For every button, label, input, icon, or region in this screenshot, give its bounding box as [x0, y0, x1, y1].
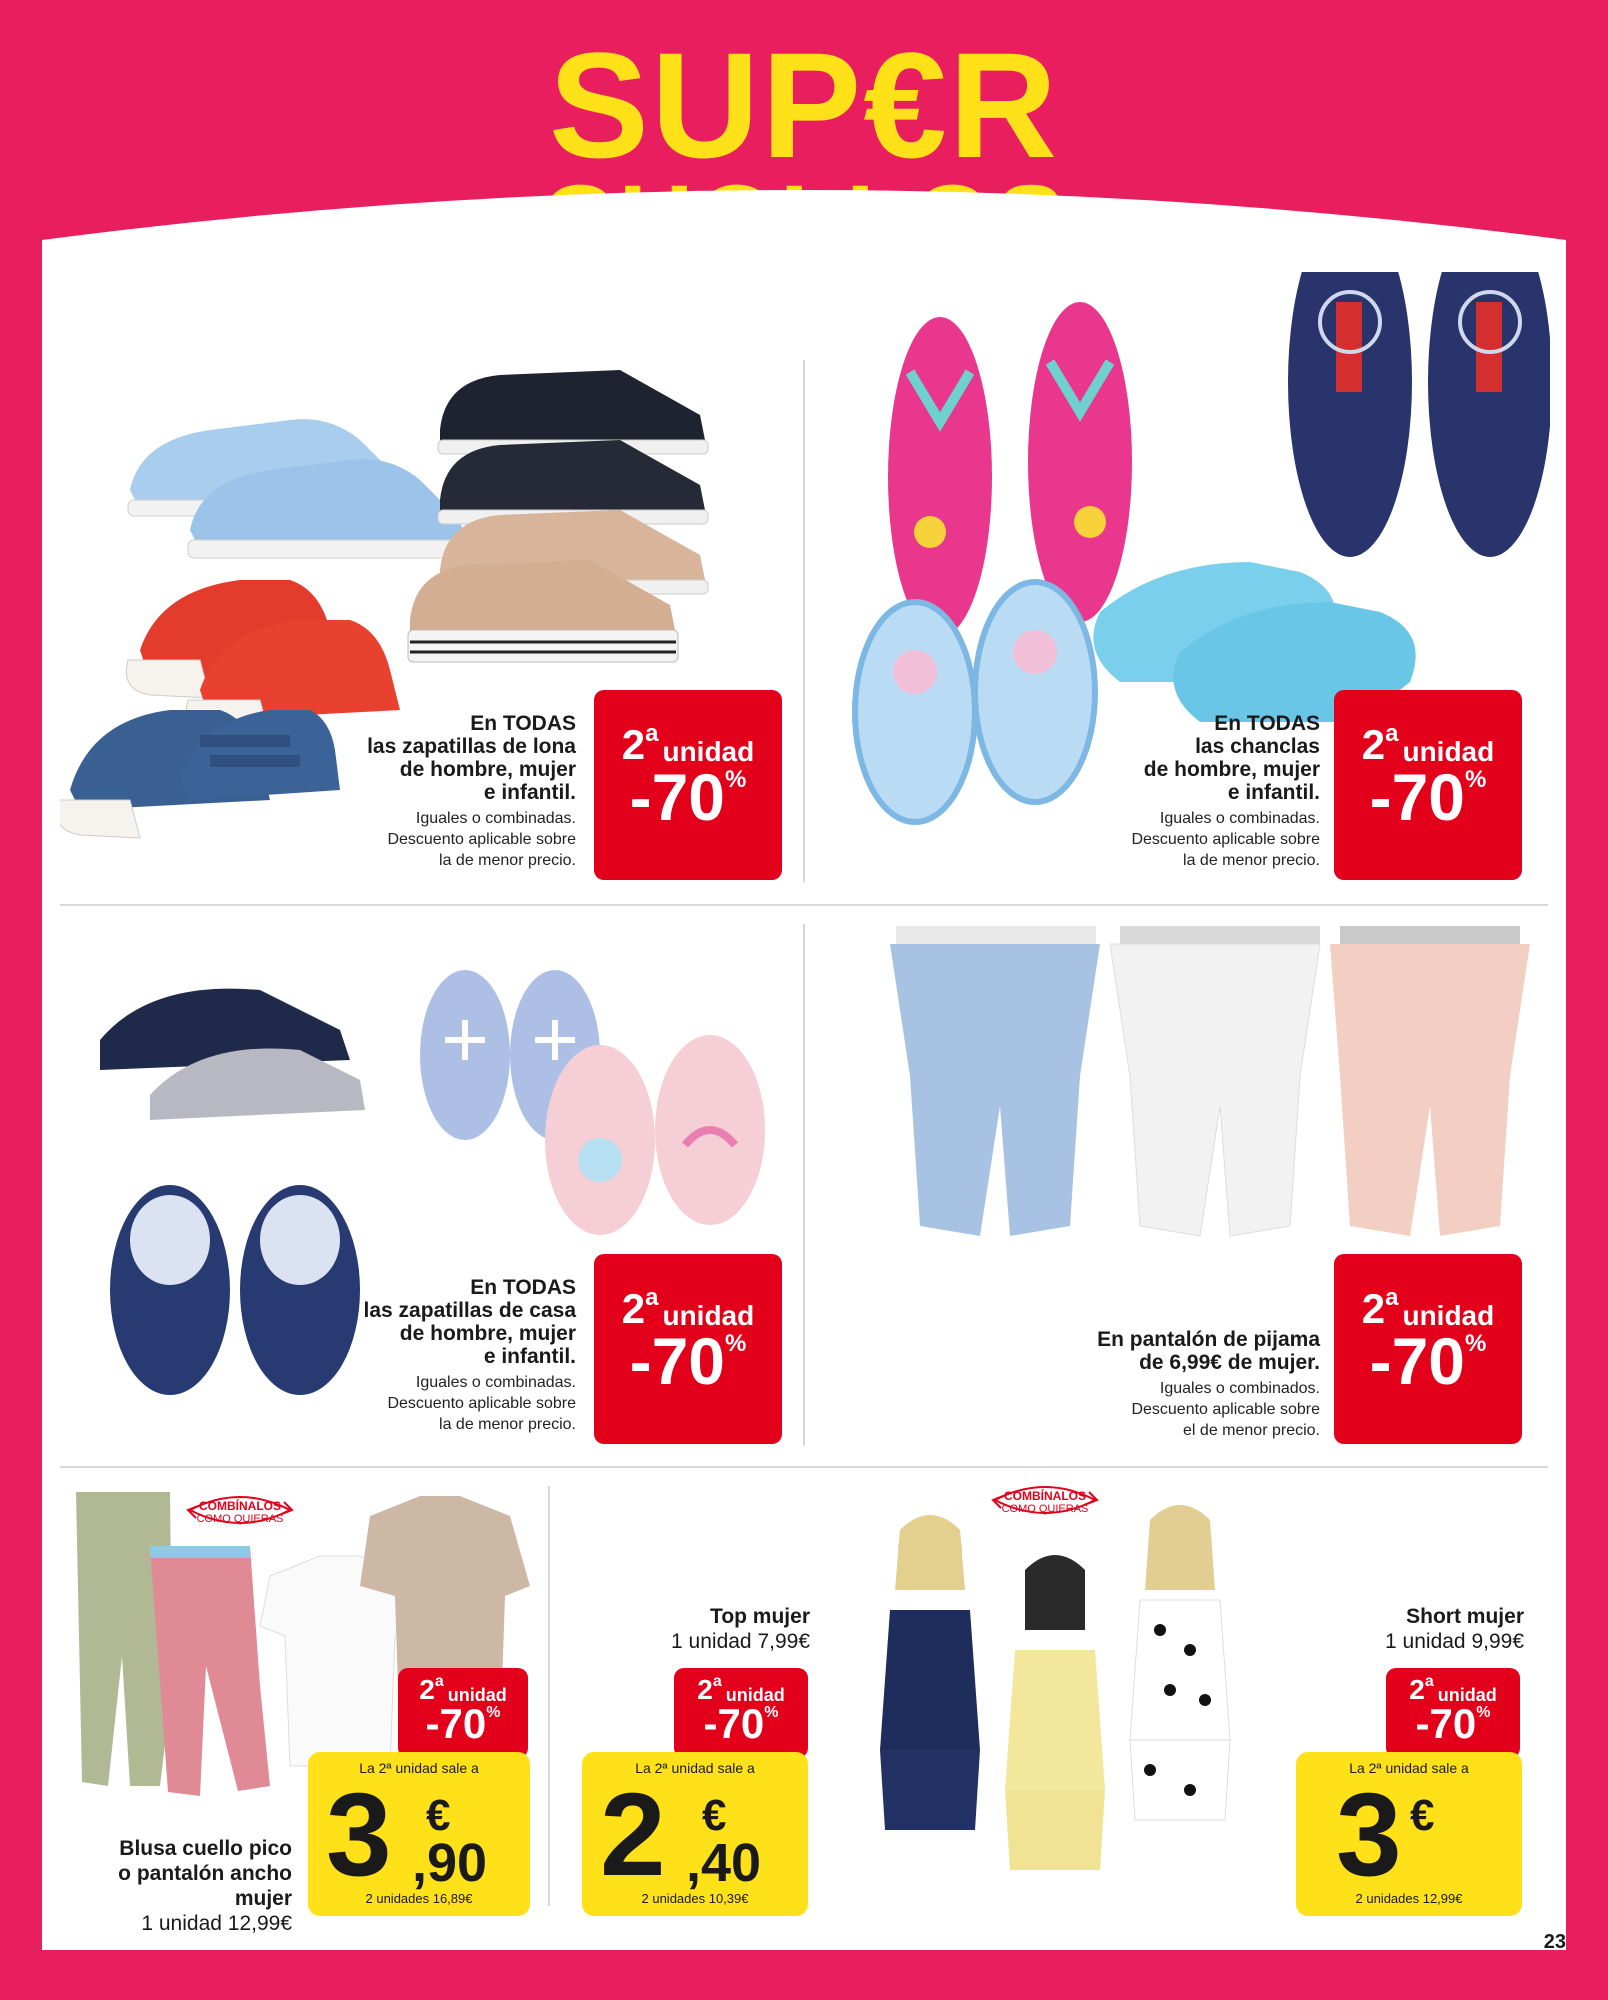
badge-word: unidad: [1437, 1685, 1497, 1705]
badge-word: unidad: [725, 1685, 785, 1705]
product-title: Short mujer: [1406, 1605, 1524, 1628]
badge-num: 2: [1361, 721, 1386, 768]
divider-v-top: [803, 360, 805, 882]
badge-pct: -70: [629, 1324, 726, 1398]
badge-sup: a: [1424, 1673, 1434, 1690]
badge-word: unidad: [447, 1685, 507, 1705]
short-mujer-label: [1270, 1604, 1524, 1654]
bottom-left-badge: [398, 1668, 528, 1758]
price-units: 2 unidades 12,99€: [1355, 1891, 1463, 1906]
badge-word: unidad: [662, 736, 755, 767]
offer-2-head: En TODAS las chanclas de hombre, mujer e infantil.: [1143, 712, 1320, 804]
badge-num: 2: [621, 1285, 646, 1332]
bottom-left-price: [308, 1752, 530, 1916]
price-units: 2 unidades 16,89€: [365, 1891, 473, 1906]
offer-1-head: En TODAS las zapatillas de lona de hombre, mujer e infantil.: [367, 712, 576, 804]
badge-num: 2: [1361, 1285, 1386, 1332]
badge-pct-sign: %: [764, 1704, 779, 1721]
badge-sup: a: [712, 1673, 722, 1690]
product-title: Blusa cuello pico o pantalón ancho mujer: [118, 1837, 292, 1910]
badge-sup: a: [645, 1284, 659, 1311]
short-mujer-price: [1296, 1752, 1522, 1916]
badge-pct-sign: %: [725, 1330, 747, 1357]
bottom-left-label: [60, 1836, 292, 1936]
top-mujer-price: [582, 1752, 808, 1916]
divider-h-2: [60, 1466, 1548, 1468]
price-int: 3: [1336, 1769, 1400, 1901]
offer-1-text: [270, 712, 576, 871]
badge-pct-sign: %: [486, 1704, 501, 1721]
page-number: 23: [1543, 1931, 1566, 1953]
page-title-line1: SUP€R: [548, 21, 1060, 189]
badge-pct: -70: [1369, 1324, 1466, 1398]
price-currency: €: [702, 1791, 727, 1840]
models-image: [830, 1500, 1270, 1880]
offer-3-sub: Iguales o combinadas. Descuento aplicable sobre la de menor precio.: [387, 1374, 576, 1433]
offer-2-badge: [1334, 690, 1522, 880]
offer-2-text: [1040, 712, 1320, 871]
badge-pct-sign: %: [1465, 1330, 1487, 1357]
price-dec: ,40: [686, 1833, 762, 1893]
badge-sup: a: [1385, 1284, 1399, 1311]
badge-pct-sign: %: [1465, 766, 1487, 793]
combinalos-sub: COMO QUIERAS: [196, 1513, 284, 1525]
combinalos-right: [985, 1480, 1105, 1525]
divider-v-mid: [803, 924, 805, 1446]
offer-4-sub: Iguales o combinados. Descuento aplicable sobre el de menor precio.: [1131, 1380, 1320, 1439]
badge-pct-sign: %: [1476, 1704, 1491, 1721]
combinalos-sub: COMO QUIERAS: [1001, 1503, 1089, 1515]
offer-4-head: En pantalón de pijama de 6,99€ de mujer.: [1097, 1328, 1320, 1374]
price-note: La 2ª unidad sale a: [1349, 1760, 1469, 1776]
badge-sup: a: [645, 720, 659, 747]
badge-num: 2: [1409, 1674, 1425, 1705]
product-title: Top mujer: [710, 1605, 810, 1628]
badge-num: 2: [621, 721, 646, 768]
offer-3-head: En TODAS las zapatillas de casa de hombre, mujer e infantil.: [363, 1276, 576, 1368]
combinalos-text: COMBÍNALOS: [199, 1499, 281, 1513]
divider-v-bottom: [548, 1486, 550, 1906]
short-mujer-badge: [1386, 1668, 1520, 1758]
badge-pct: -70: [703, 1700, 765, 1747]
offer-4-badge: [1334, 1254, 1522, 1444]
offer-1-sub: Iguales o combinadas. Descuento aplicable sobre la de menor precio.: [387, 810, 576, 869]
offer-4-text: [1040, 1328, 1320, 1441]
price-int: 3: [326, 1769, 390, 1901]
offer-3-text: [270, 1276, 576, 1435]
price-dec: ,90: [412, 1833, 488, 1893]
unit-price: 1 unidad 12,99€: [141, 1912, 292, 1935]
badge-pct: -70: [1369, 760, 1466, 834]
price-units: 2 unidades 10,39€: [641, 1891, 749, 1906]
badge-sup: a: [434, 1673, 444, 1690]
unit-price: 1 unidad 9,99€: [1385, 1630, 1524, 1653]
badge-num: 2: [419, 1674, 435, 1705]
price-note: La 2ª unidad sale a: [359, 1760, 479, 1776]
top-mujer-label: [560, 1604, 810, 1654]
badge-sup: a: [1385, 720, 1399, 747]
offer-3-badge: [594, 1254, 782, 1444]
badge-pct: -70: [425, 1700, 487, 1747]
pajama-pants-image: [830, 926, 1550, 1266]
unit-price: 1 unidad 7,99€: [671, 1630, 810, 1653]
combinalos-left: [180, 1490, 300, 1535]
combinalos-text: COMBÍNALOS: [1004, 1489, 1086, 1503]
top-mujer-badge: [674, 1668, 808, 1758]
badge-num: 2: [697, 1674, 713, 1705]
badge-pct: -70: [1415, 1700, 1477, 1747]
price-int: 2: [600, 1769, 664, 1901]
badge-pct: -70: [629, 760, 726, 834]
badge-pct-sign: %: [725, 766, 747, 793]
price-currency: €: [1410, 1791, 1435, 1840]
price-currency: €: [426, 1791, 451, 1840]
divider-h-1: [60, 904, 1548, 906]
offer-2-sub: Iguales o combinadas. Descuento aplicable sobre la de menor precio.: [1131, 810, 1320, 869]
offer-1-badge: [594, 690, 782, 880]
price-note: La 2ª unidad sale a: [635, 1760, 755, 1776]
badge-word: unidad: [662, 1300, 755, 1331]
badge-word: unidad: [1402, 1300, 1495, 1331]
badge-word: unidad: [1402, 736, 1495, 767]
